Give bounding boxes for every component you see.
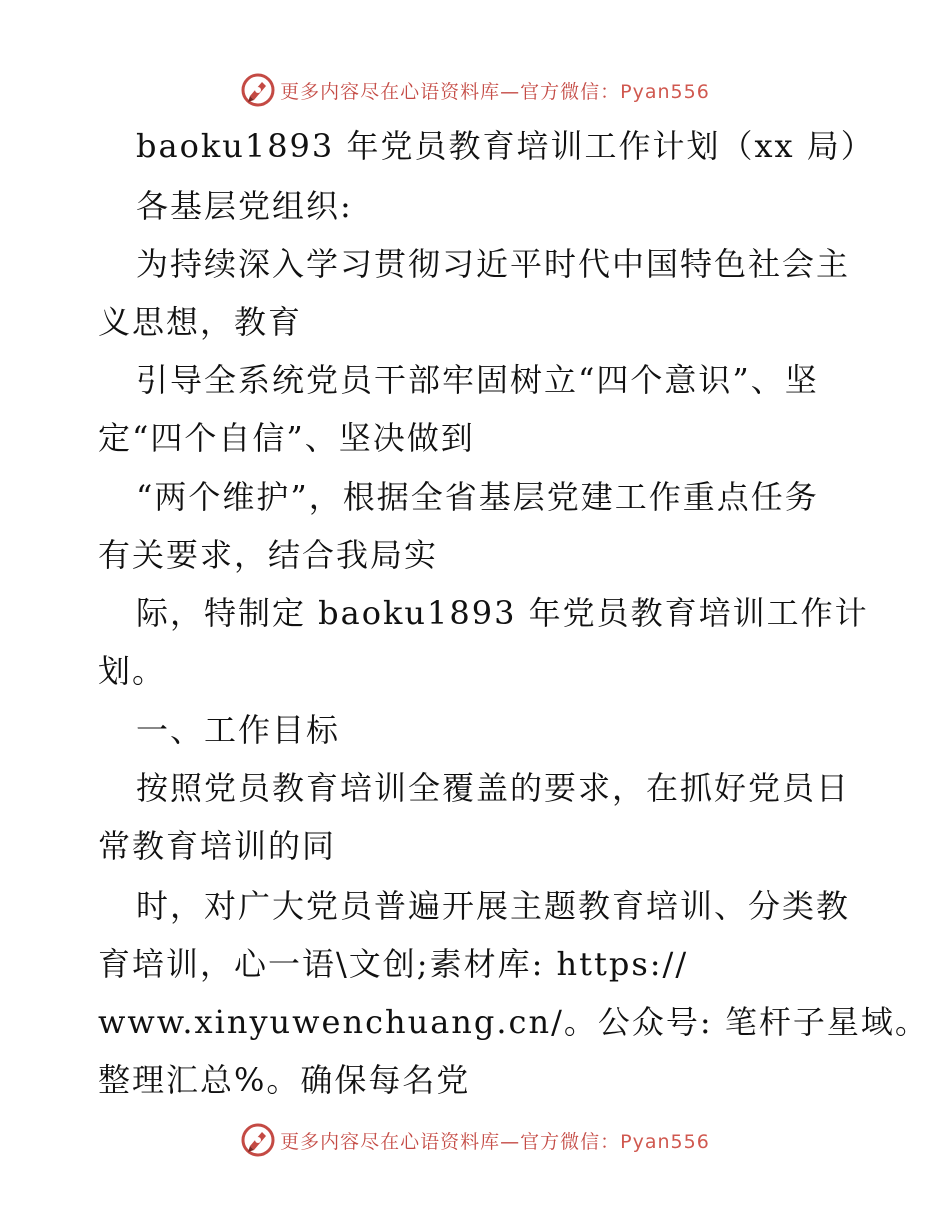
- document-line: 际，特制定 baoku1893 年党员教育培训工作计: [136, 594, 869, 632]
- section-heading: 一、工作目标: [136, 711, 341, 749]
- document-line: 划。: [98, 652, 167, 690]
- document-line: 整理汇总%。确保每名党: [98, 1061, 471, 1099]
- footer-banner-label: 更多内容尽在心语资料库—官方微信：: [280, 1130, 621, 1153]
- document-line: 定“四个自信”、坚决做到: [98, 419, 475, 457]
- header-banner-text: [280, 77, 710, 104]
- document-line: 义思想，教育: [98, 303, 303, 341]
- document-line: 有关要求，结合我局实: [98, 536, 439, 574]
- document-title: baoku1893 年党员教育培训工作计划（xx 局）: [136, 127, 875, 165]
- document-line: 引导全系统党员干部牢固树立“四个意识”、坚: [136, 361, 819, 399]
- document-line: 常教育培训的同: [98, 827, 337, 865]
- document-line: 为持续深入学习贯彻习近平时代中国特色社会主: [136, 245, 851, 283]
- document-line: 按照党员教育培训全覆盖的要求，在抓好党员日: [136, 769, 851, 807]
- document-line: 时，对广大党员普遍开展主题教育培训、分类教: [136, 887, 851, 925]
- footer-banner-handle: Pyan556: [620, 1130, 710, 1153]
- document-line: “两个维护”，根据全省基层党建工作重点任务: [136, 478, 819, 516]
- document-line: 育培训，心一语\文创;素材库: https://: [98, 945, 689, 983]
- document-line: www.xinyuwenchuang.cn/。公众号: 笔杆子星域。: [98, 1003, 929, 1041]
- document-line: 各基层党组织:: [136, 187, 353, 225]
- footer-banner: [0, 1120, 950, 1160]
- header-banner-label: 更多内容尽在心语资料库—官方微信：: [280, 80, 621, 103]
- footer-banner-text: [280, 1127, 710, 1154]
- header-banner-handle: Pyan556: [620, 80, 710, 103]
- pen-logo-icon: [240, 72, 276, 108]
- pen-logo-icon: [240, 1122, 276, 1158]
- header-banner: [0, 70, 950, 110]
